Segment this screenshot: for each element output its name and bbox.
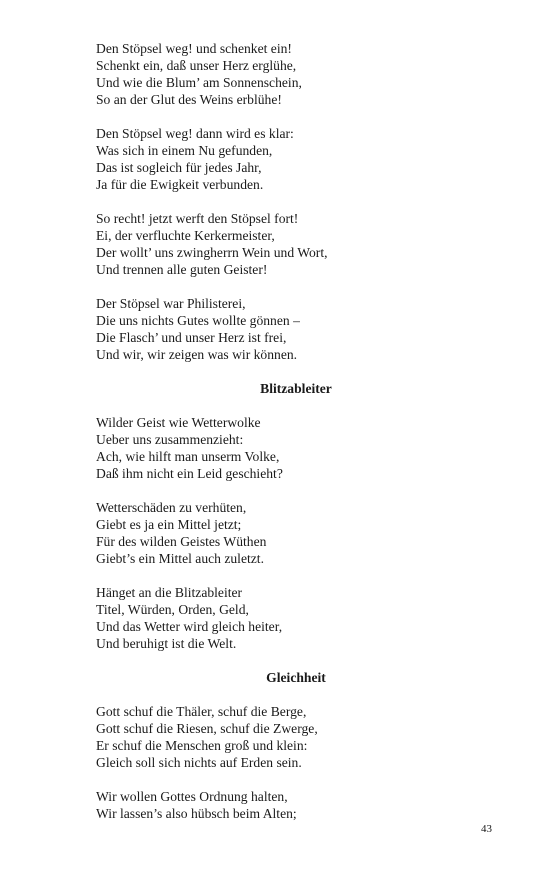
verse-line: Ei, der verfluchte Kerkermeister, bbox=[96, 228, 275, 243]
verse-line: Gott schuf die Thäler, schuf die Berge, bbox=[96, 704, 307, 719]
verse-line: Wilder Geist wie Wetterwolke bbox=[96, 415, 261, 430]
stanza bbox=[96, 40, 496, 108]
verse-line: Schenkt ein, daß unser Herz erglühe, bbox=[96, 58, 297, 73]
poem bbox=[96, 380, 496, 652]
verse-line: So an der Glut des Weins erblühe! bbox=[96, 92, 282, 107]
verse-line: Das ist sogleich für jedes Jahr, bbox=[96, 160, 262, 175]
verse-line: Und das Wetter wird gleich heiter, bbox=[96, 619, 283, 634]
stanza bbox=[96, 295, 496, 363]
stanza bbox=[96, 788, 496, 822]
stanza bbox=[96, 414, 496, 482]
stanza bbox=[96, 210, 496, 278]
verse-line: So recht! jetzt werft den Stöpsel fort! bbox=[96, 211, 299, 226]
verse-line: Und wie die Blum’ am Sonnenschein, bbox=[96, 75, 302, 90]
verse-line: Gott schuf die Riesen, schuf die Zwerge, bbox=[96, 721, 318, 736]
verse-line: Der Stöpsel war Philisterei, bbox=[96, 296, 246, 311]
verse-line: Er schuf die Menschen groß und klein: bbox=[96, 738, 308, 753]
verse-line: Daß ihm nicht ein Leid geschieht? bbox=[96, 466, 283, 481]
page-number: 43 bbox=[481, 823, 492, 835]
verse-line: Titel, Würden, Orden, Geld, bbox=[96, 602, 249, 617]
verse-line: Die Flasch’ und unser Herz ist frei, bbox=[96, 330, 287, 345]
stanza bbox=[96, 125, 496, 193]
verse-line: Ach, wie hilft man unserm Volke, bbox=[96, 449, 280, 464]
verse-line: Hänget an die Blitzableiter bbox=[96, 585, 243, 600]
verse-line: Gleich soll sich nichts auf Erden sein. bbox=[96, 755, 302, 770]
verse-line: Giebt es ja ein Mittel jetzt; bbox=[96, 517, 242, 532]
poem bbox=[96, 669, 496, 822]
verse-line: Und trennen alle guten Geister! bbox=[96, 262, 268, 277]
poem bbox=[96, 40, 496, 363]
poem-title: Gleichheit bbox=[266, 670, 326, 685]
verse-line: Wetterschäden zu verhüten, bbox=[96, 500, 247, 515]
poem-title: Blitzableiter bbox=[260, 381, 332, 396]
stanza bbox=[96, 703, 496, 771]
verse-line: Und wir, wir zeigen was wir können. bbox=[96, 347, 298, 362]
verse-line: Den Stöpsel weg! und schenket ein! bbox=[96, 41, 292, 56]
verse-line: Was sich in einem Nu gefunden, bbox=[96, 143, 273, 158]
verse-line: Der wollt’ uns zwingherrn Wein und Wort, bbox=[96, 245, 328, 260]
verse-line: Ja für die Ewigkeit verbunden. bbox=[96, 177, 264, 192]
text-body bbox=[96, 40, 496, 839]
verse-line: Giebt’s ein Mittel auch zuletzt. bbox=[96, 551, 264, 566]
stanza bbox=[96, 499, 496, 567]
verse-line: Den Stöpsel weg! dann wird es klar: bbox=[96, 126, 294, 141]
stanza bbox=[96, 584, 496, 652]
verse-line: Wir wollen Gottes Ordnung halten, bbox=[96, 789, 288, 804]
verse-line: Ueber uns zusammenzieht: bbox=[96, 432, 244, 447]
verse-line: Die uns nichts Gutes wollte gönnen – bbox=[96, 313, 300, 328]
verse-line: Für des wilden Geistes Wüthen bbox=[96, 534, 267, 549]
verse-line: Wir lassen’s also hübsch beim Alten; bbox=[96, 806, 297, 821]
verse-line: Und beruhigt ist die Welt. bbox=[96, 636, 237, 651]
